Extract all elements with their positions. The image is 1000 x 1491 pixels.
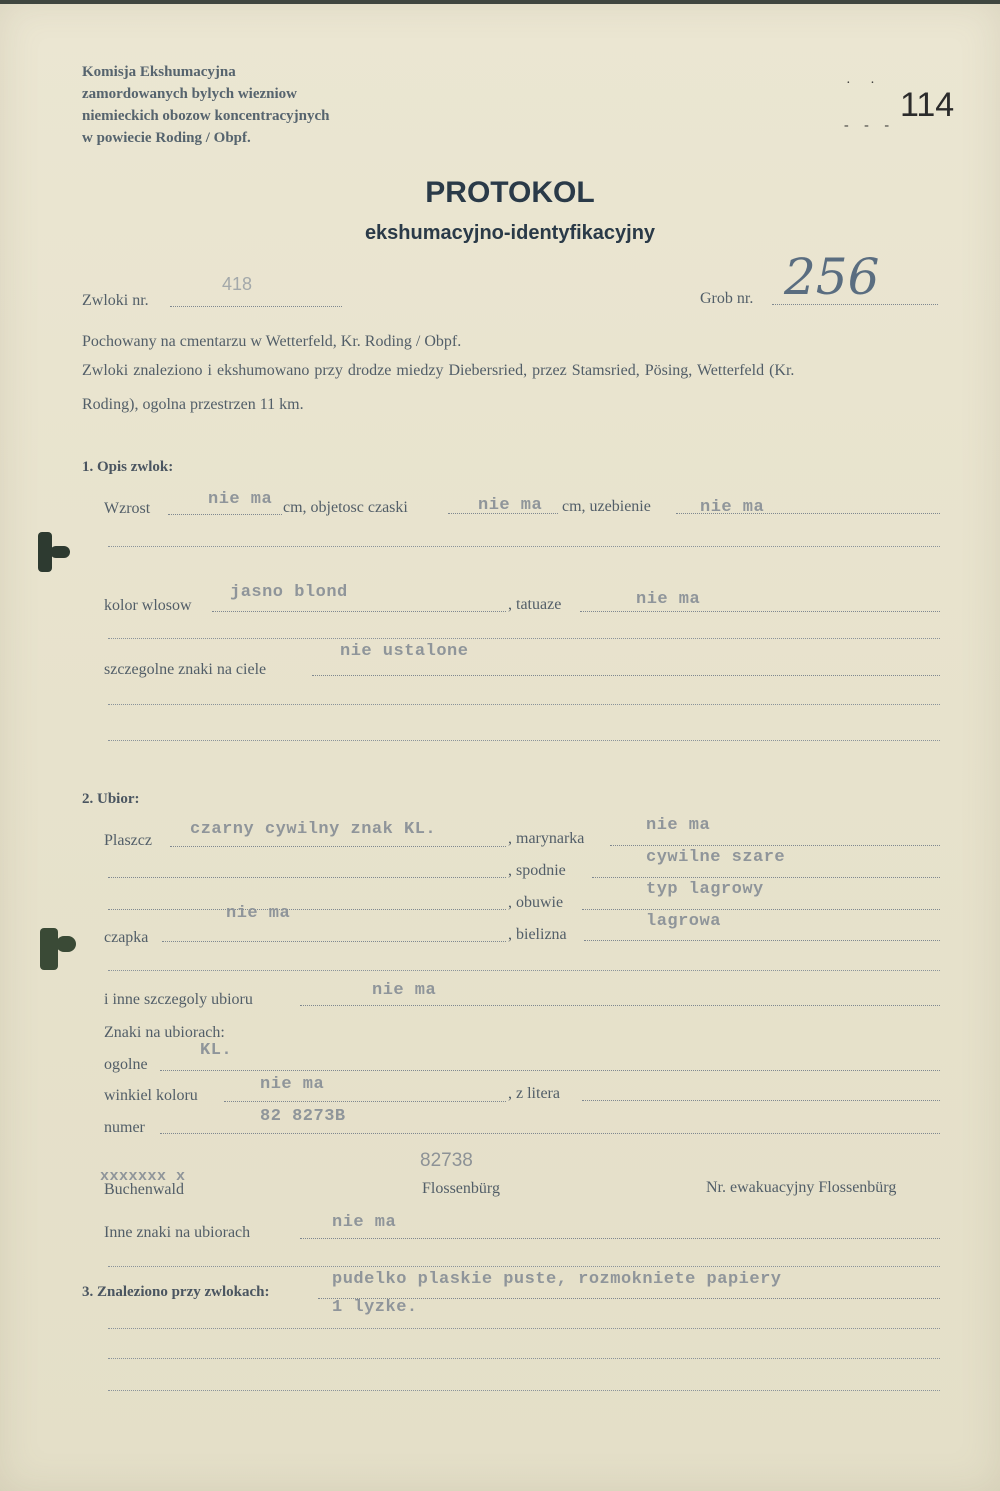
- obuwie-label: , obuwie: [508, 894, 564, 911]
- inne-szczegoly-value: nie ma: [372, 981, 437, 1000]
- kolor-wlosow-label: kolor wlosow: [104, 597, 192, 614]
- uzebienie-value: nie ma: [700, 498, 765, 517]
- czaszka-value: nie ma: [478, 496, 543, 515]
- plaszcz-value: czarny cywilny znak KL.: [190, 820, 437, 839]
- section-1-heading: 1. Opis zwlok:: [82, 459, 174, 475]
- flossenburg-number: 82738: [420, 1150, 473, 1171]
- intro-line-2: Zwloki znaleziono i ekshumowano przy drodze miedzy Diebersried, przez Stamsried, Pösing, Wetterfeld (Kr.: [82, 362, 795, 379]
- section-3-heading: 3. Znaleziono przy zwlokach:: [82, 1284, 270, 1300]
- tatuaze-label: , tatuaze: [508, 596, 562, 613]
- buchenwald-label: Buchenwald: [104, 1181, 184, 1198]
- cm-objetosc-label: cm, objetosc czaski: [283, 499, 408, 516]
- header-line-4: w powiecie Roding / Obpf.: [82, 130, 251, 146]
- page-subtitle: ekshumacyjno-identyfikacyjny: [364, 222, 656, 244]
- marynarka-label: , marynarka: [508, 830, 585, 847]
- z-litera-label: , z litera: [508, 1085, 560, 1102]
- numer-value: 82 8273B: [260, 1107, 346, 1126]
- czapka-label: czapka: [104, 929, 149, 946]
- wzrost-value: nie ma: [208, 490, 273, 509]
- inne-szczegoly-label: i inne szczegoly ubioru: [104, 991, 253, 1008]
- header-line-2: zamordowanych bylych wiezniow: [82, 86, 297, 102]
- punch-hole-mark-bottom: [40, 928, 58, 970]
- stamp-dashes: - - -: [844, 118, 895, 133]
- obuwie-value: typ lagrowy: [646, 880, 764, 899]
- tatuaze-value: nie ma: [636, 590, 701, 609]
- znaleziono-line-1: pudelko plaskie puste, rozmokniete papiery: [332, 1270, 782, 1289]
- znaleziono-line-2: 1 lyzke.: [332, 1298, 418, 1317]
- spodnie-value: cywilne szare: [646, 848, 786, 867]
- intro-line-1: Pochowany na cmentarzu w Wetterfeld, Kr. Roding / Obpf.: [82, 333, 462, 350]
- winkiel-value: nie ma: [260, 1075, 325, 1094]
- buchenwald-crossout: xxxxxxx x: [100, 1168, 186, 1185]
- ogolne-label: ogolne: [104, 1056, 148, 1073]
- stamp-dots: · ·: [846, 76, 883, 91]
- grob-label: Grob nr.: [700, 290, 754, 307]
- czapka-value: nie ma: [226, 904, 291, 923]
- znaki-na-ubiorach-heading: Znaki na ubiorach:: [104, 1024, 225, 1041]
- top-edge: [0, 0, 1000, 4]
- grob-number: 256: [784, 248, 880, 306]
- zwloki-number: 418: [222, 274, 253, 294]
- page-title: PROTOKOL: [425, 176, 595, 209]
- header-line-1: Komisja Ekshumacyjna: [82, 64, 236, 80]
- flossenburg-label: Flossenbürg: [422, 1180, 500, 1197]
- szczegolne-znaki-label: szczegolne znaki na ciele: [104, 661, 267, 678]
- section-2-heading: 2. Ubior:: [82, 791, 140, 807]
- header-line-3: niemieckich obozow koncentracyjnych: [82, 108, 330, 124]
- bielizna-value: lagrowa: [646, 912, 721, 931]
- punch-hole-mark-bottom-tail: [56, 936, 76, 952]
- cm-uzebienie-label: cm, uzebienie: [562, 498, 651, 515]
- spodnie-label: , spodnie: [508, 862, 566, 879]
- wzrost-label: Wzrost: [104, 500, 151, 517]
- page-number: 114: [900, 86, 955, 124]
- zwloki-label: Zwloki nr.: [82, 292, 149, 309]
- numer-label: numer: [104, 1119, 145, 1136]
- ogolne-value: KL.: [200, 1041, 233, 1060]
- marynarka-value: nie ma: [646, 816, 711, 835]
- inne-znaki-label: Inne znaki na ubiorach: [104, 1224, 251, 1241]
- kolor-wlosow-value: jasno blond: [230, 583, 348, 602]
- inne-znaki-value: nie ma: [332, 1213, 397, 1232]
- plaszcz-label: Plaszcz: [104, 832, 152, 849]
- punch-hole-mark-top-tail: [50, 546, 70, 558]
- bielizna-label: , bielizna: [508, 926, 567, 943]
- szczegolne-znaki-value: nie ustalone: [340, 642, 469, 661]
- intro-line-3: Roding), ogolna przestrzen 11 km.: [82, 396, 304, 413]
- winkiel-label: winkiel koloru: [104, 1087, 198, 1104]
- ewakuacyjny-label: Nr. ewakuacyjny Flossenbürg: [706, 1179, 897, 1196]
